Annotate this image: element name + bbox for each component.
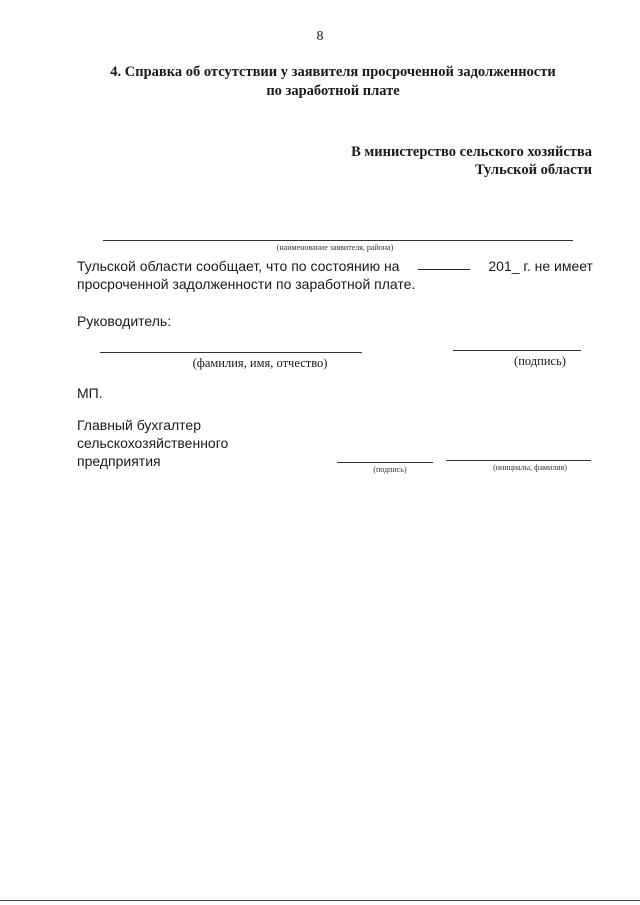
director-label: Руководитель:: [77, 313, 172, 329]
statement-part-a: Тульской области сообщает, что по состоянию на: [77, 258, 400, 274]
applicant-caption: (наименование заявителя, района): [276, 243, 394, 252]
accountant-initials-caption: (инициалы, фамилия): [493, 463, 567, 472]
addressee-line-1: В министерство сельского хозяйства: [351, 144, 592, 160]
director-name-line: [100, 352, 362, 353]
addressee-line-2: Тульской области: [475, 162, 592, 178]
title-line-2: по заработной плате: [266, 83, 400, 99]
addressee: [351, 143, 592, 179]
accountant-signature-line: [337, 462, 433, 463]
statement-line-2: просроченной задолженности по заработной плате.: [77, 276, 416, 292]
accountant-label: [77, 416, 228, 470]
director-signature-caption: (подпись): [514, 354, 566, 368]
accountant-line-1: Главный бухгалтер: [77, 417, 201, 433]
accountant-line-3: предприятия: [77, 453, 161, 469]
date-blank: [418, 257, 470, 270]
accountant-signature-caption: (подпись): [373, 465, 407, 474]
scan-edge-line: [0, 900, 640, 901]
statement-text: [77, 257, 593, 293]
document-title: [0, 63, 640, 101]
director-name-caption: (фамилия, имя, отчество): [192, 356, 328, 370]
title-line-1: 4. Справка об отсутствии у заявителя просроченной задолженности: [110, 64, 556, 80]
accountant-line-2: сельскохозяйственного: [77, 435, 229, 451]
statement-line-1: [77, 257, 593, 275]
statement-part-b: 201_ г. не имеет: [488, 258, 593, 274]
accountant-initials-line: [446, 460, 591, 461]
stamp-label: МП.: [77, 385, 103, 401]
applicant-name-line: [103, 240, 573, 241]
director-signature-line: [453, 350, 581, 351]
page-number: 8: [316, 29, 324, 44]
